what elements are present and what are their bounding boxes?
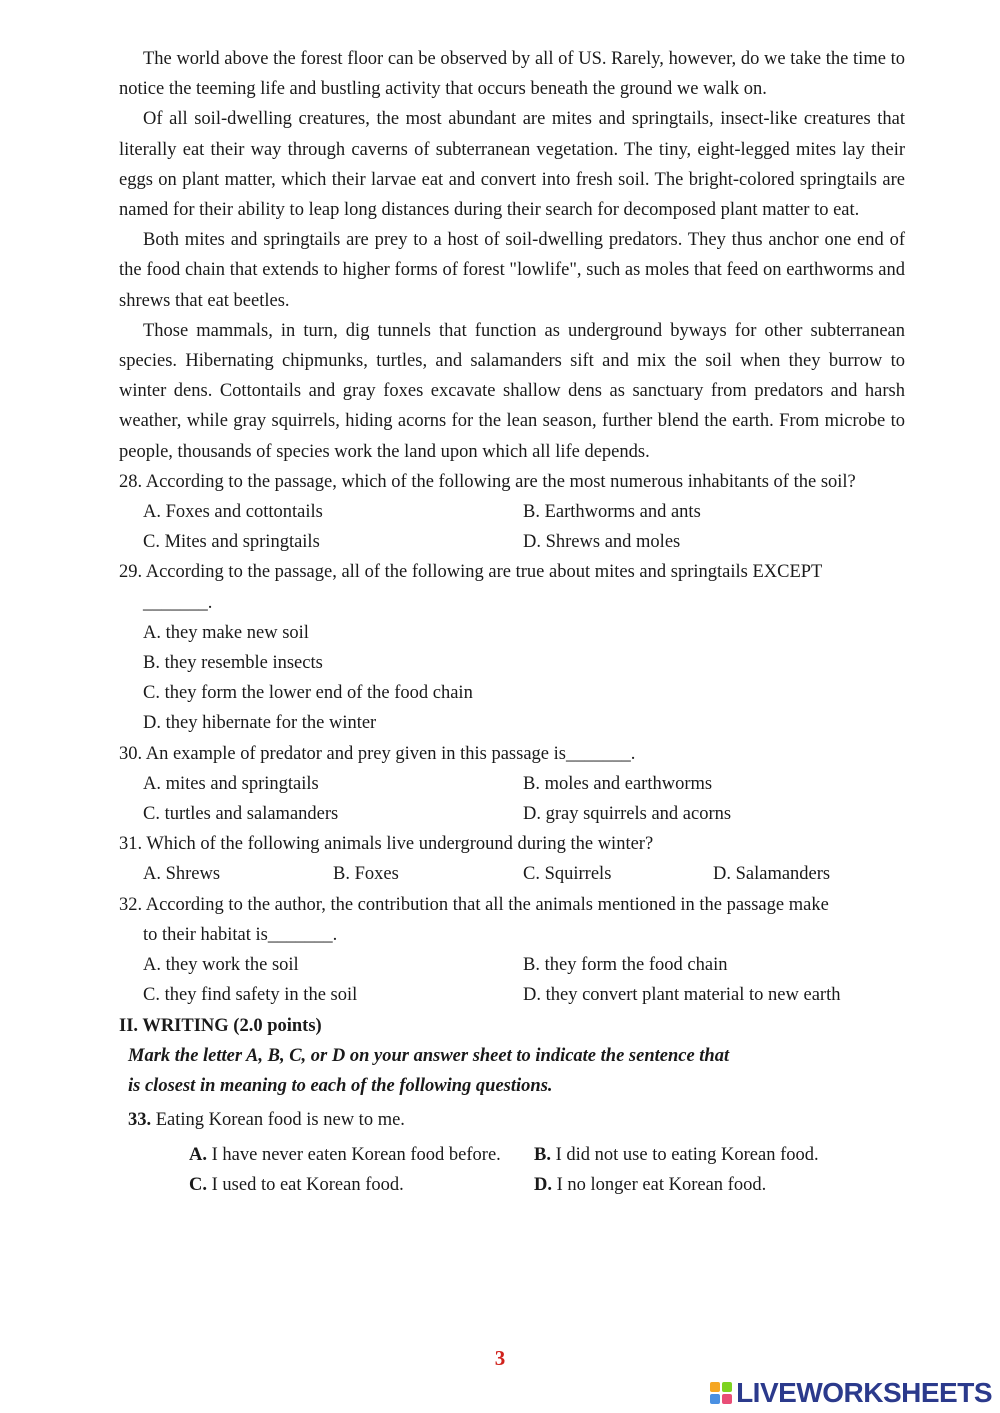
question-stem: 30. An example of predator and prey given in this passage is_______. bbox=[119, 743, 636, 764]
option-d[interactable]: D. they convert plant material to new earth bbox=[523, 985, 841, 1006]
option-a[interactable] bbox=[189, 1140, 534, 1170]
question-28 bbox=[119, 467, 905, 558]
logo-square bbox=[722, 1394, 732, 1404]
option-label: A. bbox=[189, 1144, 207, 1165]
question-stem: 32. According to the author, the contribution that all the animals mentioned in the passage make bbox=[119, 894, 829, 915]
question-stem-continued: to their habitat is_______. bbox=[143, 924, 338, 945]
option-a[interactable]: A. mites and springtails bbox=[143, 773, 319, 794]
option-c[interactable]: C. they find safety in the soil bbox=[143, 985, 358, 1006]
question-stem: Eating Korean food is new to me. bbox=[155, 1109, 405, 1130]
liveworksheets-logo[interactable] bbox=[710, 1377, 992, 1409]
option-text: I have never eaten Korean food before. bbox=[211, 1144, 501, 1165]
worksheet-page bbox=[119, 44, 905, 1200]
option-b[interactable]: B. Earthworms and ants bbox=[523, 502, 701, 523]
option-a[interactable]: A. Foxes and cottontails bbox=[143, 502, 323, 523]
option-a[interactable]: A. they make new soil bbox=[143, 622, 309, 643]
option-label: C. bbox=[189, 1175, 207, 1196]
option-text: I did not use to eating Korean food. bbox=[555, 1144, 819, 1165]
logo-square bbox=[722, 1382, 732, 1392]
option-text: I used to eat Korean food. bbox=[211, 1175, 404, 1196]
option-d[interactable]: D. gray squirrels and acorns bbox=[523, 804, 732, 825]
option-b[interactable]: B. Foxes bbox=[333, 864, 399, 885]
logo-icon bbox=[710, 1382, 732, 1404]
page-number: 3 bbox=[494, 1346, 506, 1370]
option-b[interactable]: B. they form the food chain bbox=[523, 955, 728, 976]
logo-text: LIVEWORKSHEETS bbox=[736, 1377, 992, 1408]
option-c[interactable]: C. they form the lower end of the food chain bbox=[143, 683, 473, 704]
logo-square bbox=[710, 1394, 720, 1404]
passage-paragraph: Those mammals, in turn, dig tunnels that function as underground byways for other subterranean species. Hibernating chipmunks, turtles, and salamanders sift and mix the soil when they burrow to winter dens. Cottontails and gray foxes excavate shallow dens as sanctuary from predators and harsh weather, while gray squirrels, hiding acorns for the lean season, further blend the earth. From microbe to people, thousands of species work the land upon which all life depends. bbox=[119, 320, 905, 462]
option-d[interactable]: D. they hibernate for the winter bbox=[143, 713, 377, 734]
question-33 bbox=[119, 1105, 905, 1135]
answer-blank: _______. bbox=[143, 592, 213, 613]
option-a[interactable]: A. Shrews bbox=[143, 864, 221, 885]
option-d[interactable]: D. Shrews and moles bbox=[523, 532, 681, 553]
option-d[interactable] bbox=[534, 1170, 766, 1200]
option-b[interactable] bbox=[534, 1140, 819, 1170]
question-number: 33. bbox=[128, 1109, 152, 1130]
option-c[interactable]: C. Squirrels bbox=[523, 864, 612, 885]
option-text: I no longer eat Korean food. bbox=[556, 1175, 767, 1196]
instruction-line: is closest in meaning to each of the following questions. bbox=[128, 1075, 553, 1096]
option-c[interactable]: C. Mites and springtails bbox=[143, 532, 320, 553]
section-heading: II. WRITING (2.0 points) bbox=[119, 1015, 322, 1036]
passage-paragraph: Both mites and springtails are prey to a host of soil-dwelling predators. They thus anchor one end of the food chain that extends to higher forms of forest "lowlife", such as moles that feed on earthworms and shrews that eat beetles. bbox=[119, 230, 905, 311]
passage-paragraph: Of all soil-dwelling creatures, the most abundant are mites and springtails, insect-like creatures that literally eat their way through caverns of subterranean vegetation. The tiny, eight-legged mites lay their eggs on plant matter, which their larvae eat and convert into fresh soil. The bright-colored springtails are named for their ability to leap long distances during their search for decomposed plant matter to eat. bbox=[119, 109, 905, 221]
option-a[interactable]: A. they work the soil bbox=[143, 955, 299, 976]
option-b[interactable]: B. they resemble insects bbox=[143, 653, 323, 674]
option-d[interactable]: D. Salamanders bbox=[713, 864, 831, 885]
instruction-text bbox=[119, 1041, 905, 1101]
option-c[interactable] bbox=[189, 1170, 534, 1200]
question-32 bbox=[119, 890, 905, 1011]
question-31 bbox=[119, 829, 905, 889]
question-33-options bbox=[119, 1140, 905, 1200]
question-stem: 28. According to the passage, which of the following are the most numerous inhabitants of the soil? bbox=[119, 471, 856, 492]
option-label: B. bbox=[534, 1144, 551, 1165]
option-label: D. bbox=[534, 1175, 552, 1196]
question-stem: 29. According to the passage, all of the following are true about mites and springtails EXCEPT bbox=[119, 562, 823, 583]
logo-square bbox=[710, 1382, 720, 1392]
question-29 bbox=[119, 557, 905, 738]
question-stem: 31. Which of the following animals live underground during the winter? bbox=[119, 834, 654, 855]
passage-paragraph: The world above the forest floor can be observed by all of US. Rarely, however, do we take the time to notice the teeming life and bustling activity that occurs beneath the ground we walk on. bbox=[119, 49, 905, 100]
question-30 bbox=[119, 739, 905, 830]
option-b[interactable]: B. moles and earthworms bbox=[523, 773, 713, 794]
option-c[interactable]: C. turtles and salamanders bbox=[143, 804, 339, 825]
instruction-line: Mark the letter A, B, C, or D on your answer sheet to indicate the sentence that bbox=[128, 1045, 730, 1066]
